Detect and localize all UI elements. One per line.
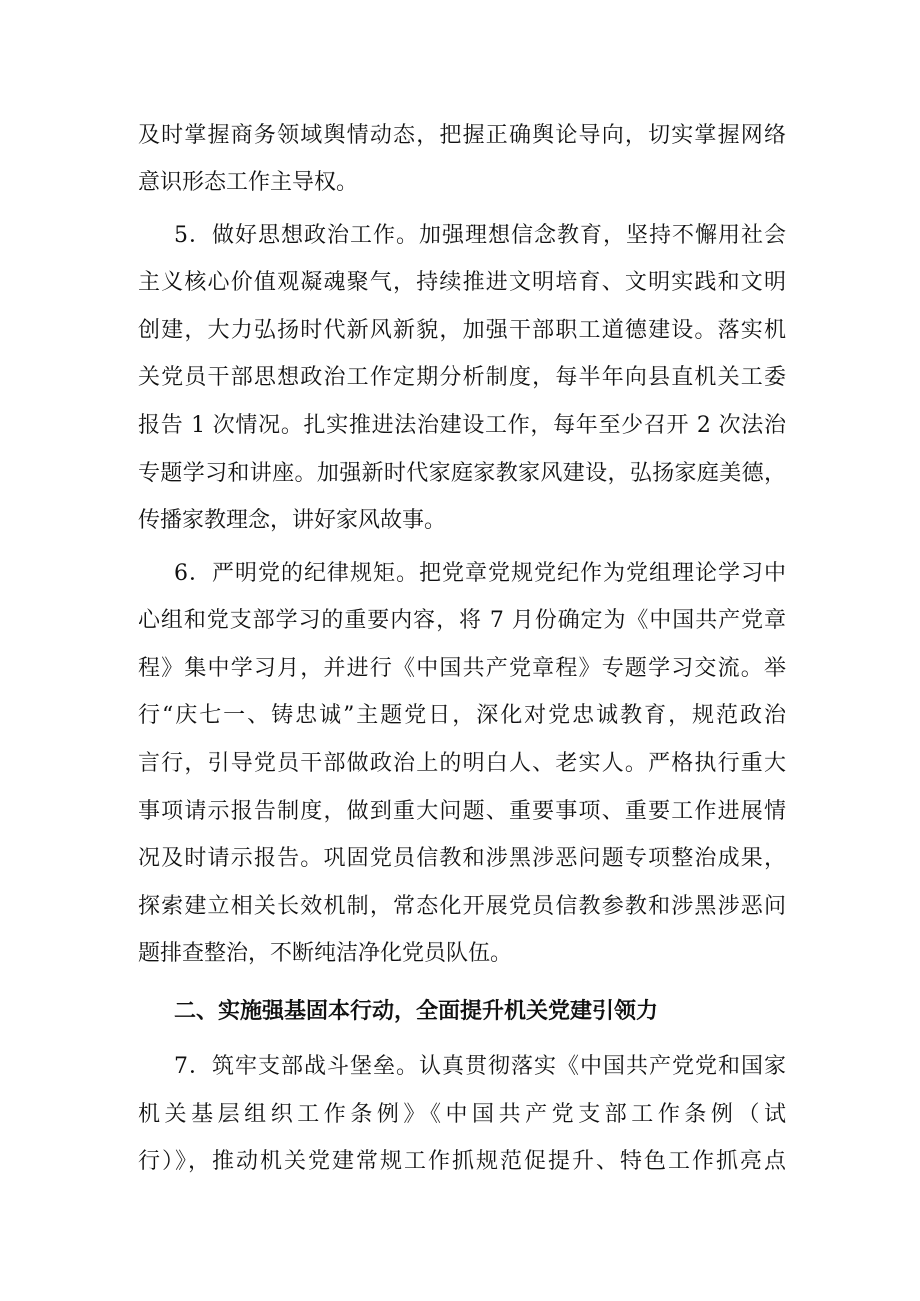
paragraph-line: 5．做好思想政治工作。加强理想信念教育，坚持不懈用社会 xyxy=(174,223,786,248)
paragraph-line: 7．筑牢支部战斗堡垒。认真贯彻落实《中国共产党党和国家 xyxy=(174,1054,786,1079)
paragraph-line: 程》集中学习月，并进行《中国共产党章程》专题学习交流。举 xyxy=(138,656,786,681)
paragraph-line: 创建，大力弘扬时代新风新貌，加强干部职工道德建设。落实机 xyxy=(138,318,786,343)
paragraph-line: 专题学习和讲座。加强新时代家庭家教家风建设，弘扬家庭美德， xyxy=(138,461,786,486)
paragraph-line: 探索建立相关长效机制，常态化开展党员信教参教和涉黑涉恶问 xyxy=(138,894,786,919)
paragraph-line: 关党员干部思想政治工作定期分析制度，每半年向县直机关工委 xyxy=(138,365,786,390)
paragraph-line: 报告 1 次情况。扎实推进法治建设工作，每年至少召开 2 次法治 xyxy=(138,413,787,438)
paragraph-line: 况及时请示报告。巩固党员信教和涉黑涉恶问题专项整治成果， xyxy=(138,846,786,871)
paragraph-line: 6．严明党的纪律规矩。把党章党规党纪作为党组理论学习中 xyxy=(174,561,786,586)
paragraph-line: 题排查整治，不断纯洁净化党员队伍。 xyxy=(138,941,513,966)
paragraph-line: 机关基层组织工作条例》《中国共产党支部工作条例（试 xyxy=(138,1102,786,1127)
paragraph-line: 意识形态工作主导权。 xyxy=(138,170,359,195)
paragraph-line: 事项请示报告制度，做到重大问题、重要事项、重要工作进展情 xyxy=(138,799,786,824)
paragraph-line: 行）》，推动机关党建常规工作抓规范促提升、特色工作抓亮点 xyxy=(138,1149,786,1174)
paragraph-line: 主义核心价值观凝魂聚气，持续推进文明培育、文明实践和文明 xyxy=(138,270,786,295)
paragraph-line: 心组和党支部学习的重要内容，将 7 月份确定为《中国共产党章 xyxy=(138,608,786,633)
paragraph-line: 传播家教理念，讲好家风故事。 xyxy=(138,508,447,533)
paragraph-line: 行“庆七一、铸忠诚”主题党日，深化对党忠诚教育，规范政治 xyxy=(138,703,786,728)
paragraph-line: 言行，引导党员干部做政治上的明白人、老实人。严格执行重大 xyxy=(138,751,786,776)
paragraph-line: 及时掌握商务领域舆情动态，把握正确舆论导向，切实掌握网络 xyxy=(138,123,786,148)
section-heading: 二、实施强基固本行动，全面提升机关党建引领力 xyxy=(174,999,659,1024)
